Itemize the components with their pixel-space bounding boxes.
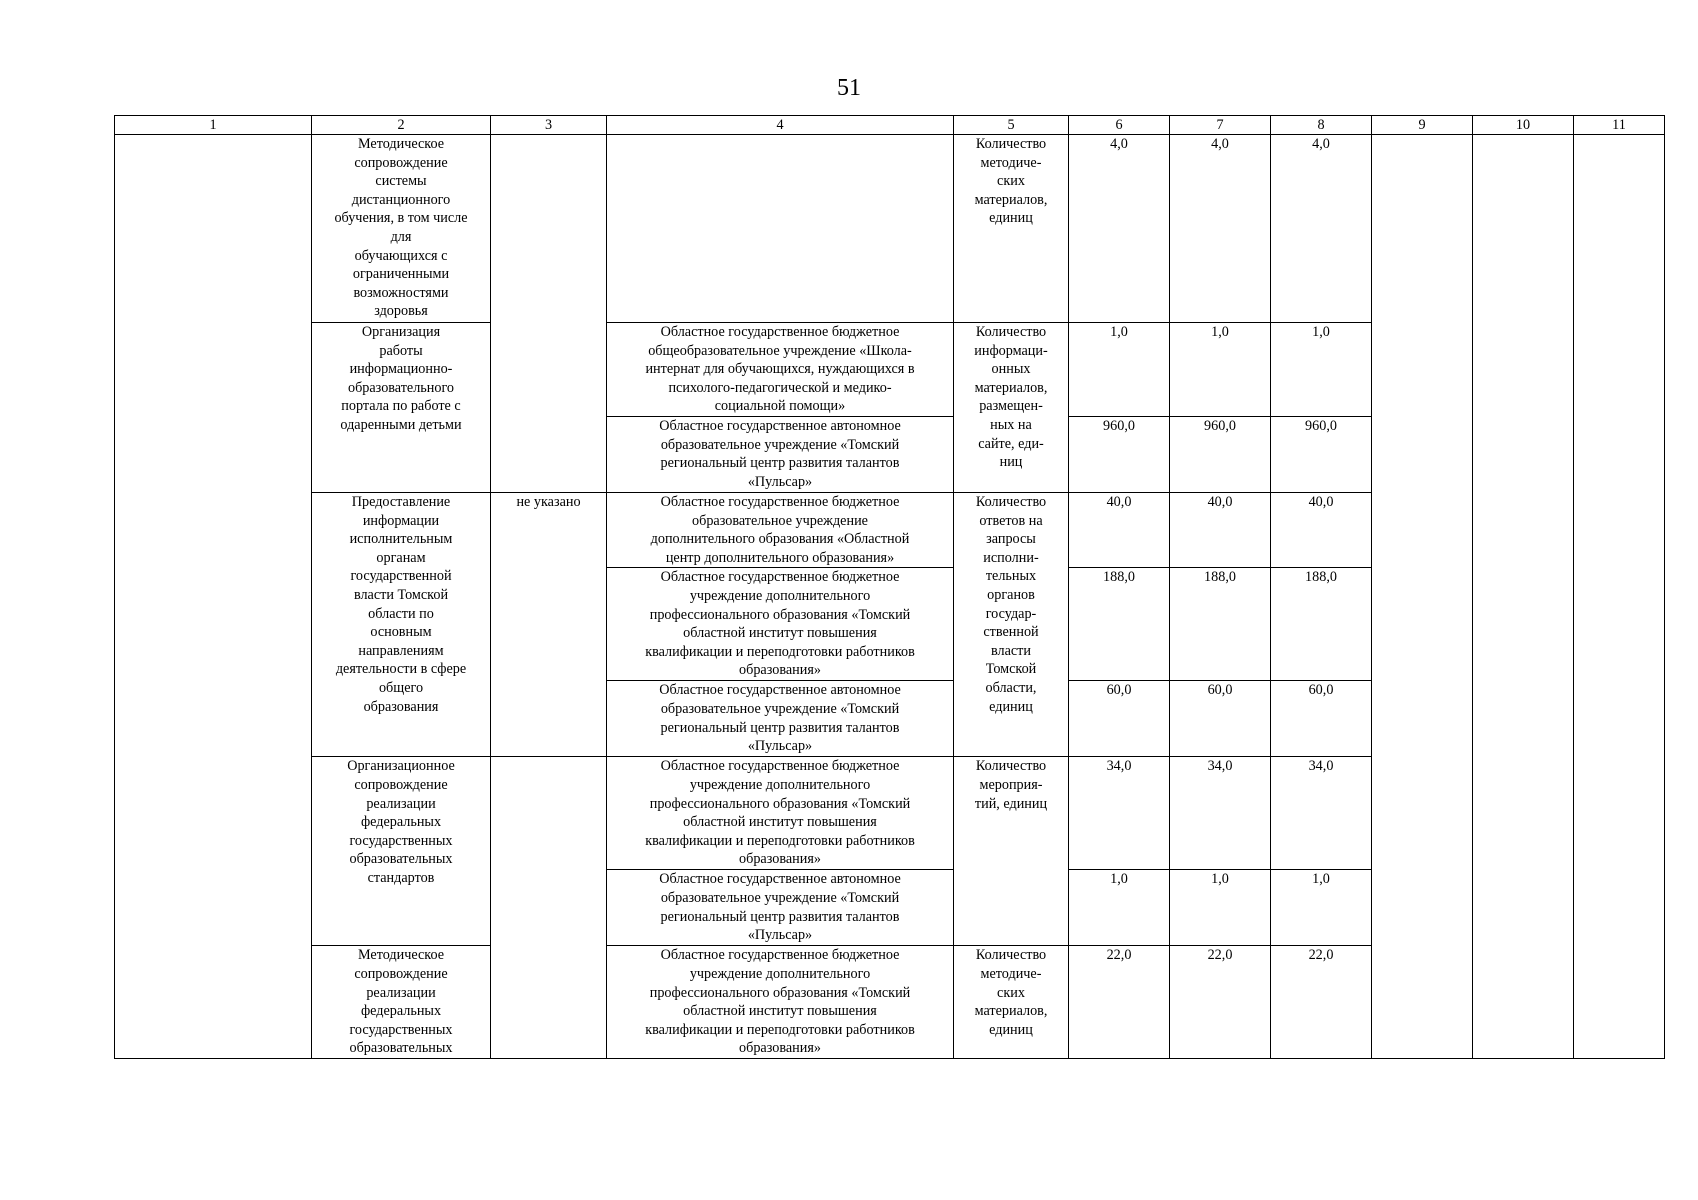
institution-cell: Областное государственное автономное образовательное учреждение «Томский региональный центр развития талантов «Пульсар» — [607, 870, 954, 946]
institution-cell: Областное государственное бюджетное общеобразовательное учреждение «Школа- интернат для обучающихся, нуждающихся в психолого-педагогической и медико- социальной помощи» — [607, 323, 954, 417]
activity-cell: Организация работы информационно- образовательного портала по работе с одаренными детьми — [312, 323, 491, 493]
column-number: 9 — [1372, 116, 1473, 135]
indicator-cell: Количество методиче- ских материалов, единиц — [954, 946, 1069, 1059]
value-cell: 188,0 — [1271, 568, 1372, 681]
column-number: 2 — [312, 116, 491, 135]
institution-cell: Областное государственное автономное образовательное учреждение «Томский региональный центр развития талантов «Пульсар» — [607, 417, 954, 493]
institution-cell: Областное государственное бюджетное учреждение дополнительного профессионального образования «Томский областной институт повышения квалификации и переподготовки работников образования» — [607, 757, 954, 870]
column-number: 10 — [1473, 116, 1574, 135]
value-cell: 22,0 — [1271, 946, 1372, 1059]
institution-cell: Областное государственное бюджетное учреждение дополнительного профессионального образования «Томский областной институт повышения квалификации и переподготовки работников образования» — [607, 568, 954, 681]
value-cell: 960,0 — [1069, 417, 1170, 493]
value-cell: 4,0 — [1170, 135, 1271, 323]
empty-cell: не указано — [491, 493, 607, 757]
column-number: 4 — [607, 116, 954, 135]
value-cell: 60,0 — [1069, 681, 1170, 757]
column-number: 3 — [491, 116, 607, 135]
value-cell: 1,0 — [1069, 323, 1170, 417]
column-number: 8 — [1271, 116, 1372, 135]
value-cell: 188,0 — [1170, 568, 1271, 681]
value-cell: 1,0 — [1069, 870, 1170, 946]
activity-cell: Организационное сопровождение реализации федеральных государственных образовательных стандартов — [312, 757, 491, 946]
activity-cell: Методическое сопровождение реализации федеральных государственных образовательных — [312, 946, 491, 1059]
institution-cell: Областное государственное бюджетное образовательное учреждение дополнительного образования «Областной центр дополнительного образования» — [607, 493, 954, 568]
value-cell: 188,0 — [1069, 568, 1170, 681]
indicator-cell: Количество информаци- онных материалов, размещен- ных на сайте, еди- ниц — [954, 323, 1069, 493]
program-table — [114, 115, 1665, 1059]
value-cell: 960,0 — [1271, 417, 1372, 493]
page-number: 51 — [837, 75, 861, 101]
value-cell: 1,0 — [1271, 323, 1372, 417]
column-number: 6 — [1069, 116, 1170, 135]
empty-cell — [1473, 135, 1574, 1059]
value-cell: 4,0 — [1069, 135, 1170, 323]
value-cell: 40,0 — [1170, 493, 1271, 568]
value-cell: 34,0 — [1170, 757, 1271, 870]
activity-cell: Методическое сопровождение системы дистанционного обучения, в том числе для обучающихся с ограниченными возможностями здоровья — [312, 135, 491, 323]
column-number: 7 — [1170, 116, 1271, 135]
indicator-cell: Количество ответов на запросы исполни- тельных органов государ- ственной власти Томской области, единиц — [954, 493, 1069, 757]
institution-cell: Областное государственное бюджетное учреждение дополнительного профессионального образования «Томский областной институт повышения квалификации и переподготовки работников образования» — [607, 946, 954, 1059]
value-cell: 960,0 — [1170, 417, 1271, 493]
value-cell: 1,0 — [1271, 870, 1372, 946]
value-cell: 40,0 — [1271, 493, 1372, 568]
empty-cell — [491, 135, 607, 493]
column-number-row — [115, 116, 1665, 135]
empty-cell — [1372, 135, 1473, 1059]
value-cell: 4,0 — [1271, 135, 1372, 323]
empty-cell — [607, 135, 954, 323]
institution-cell: Областное государственное автономное образовательное учреждение «Томский региональный центр развития талантов «Пульсар» — [607, 681, 954, 757]
value-cell: 60,0 — [1170, 681, 1271, 757]
column-number: 11 — [1574, 116, 1665, 135]
value-cell: 60,0 — [1271, 681, 1372, 757]
value-cell: 34,0 — [1271, 757, 1372, 870]
value-cell: 40,0 — [1069, 493, 1170, 568]
indicator-cell: Количество методиче- ских материалов, единиц — [954, 135, 1069, 323]
column-number: 5 — [954, 116, 1069, 135]
empty-cell — [1574, 135, 1665, 1059]
empty-cell — [115, 135, 312, 1059]
value-cell: 22,0 — [1170, 946, 1271, 1059]
value-cell: 34,0 — [1069, 757, 1170, 870]
value-cell: 1,0 — [1170, 323, 1271, 417]
table-row — [115, 135, 1665, 323]
activity-cell: Предоставление информации исполнительным органам государственной власти Томской области по основным направлениям деятельности в сфере общего образования — [312, 493, 491, 757]
value-cell: 22,0 — [1069, 946, 1170, 1059]
column-number: 1 — [115, 116, 312, 135]
empty-cell — [491, 757, 607, 1059]
indicator-cell: Количество мероприя- тий, единиц — [954, 757, 1069, 946]
value-cell: 1,0 — [1170, 870, 1271, 946]
